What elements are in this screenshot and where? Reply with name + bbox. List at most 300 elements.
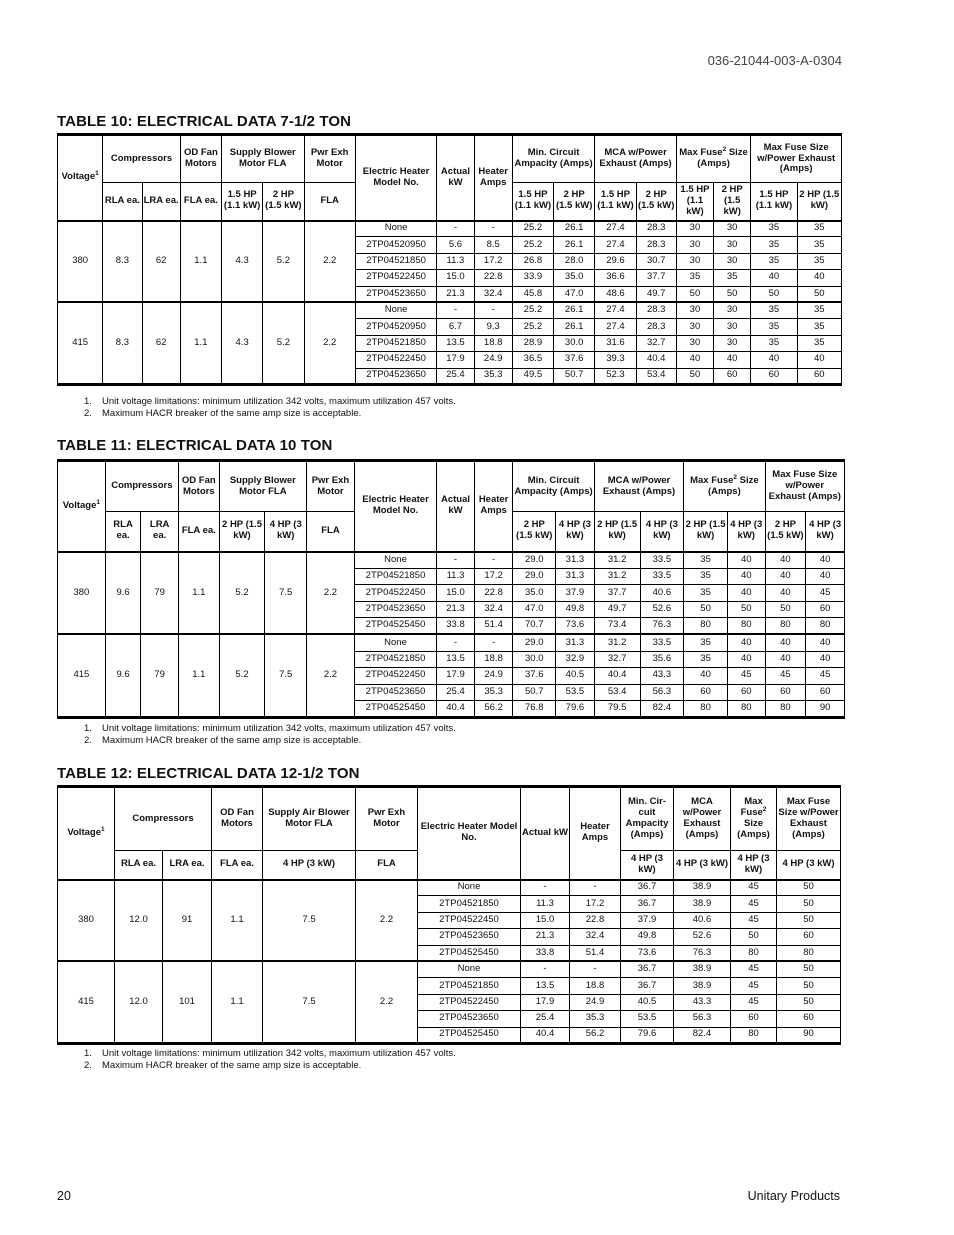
max-fuse-pwr-cell: 40 [806,634,845,651]
max-fuse-cell: 45 [731,896,777,912]
heater-amps-cell: - [474,302,512,318]
heater-amps-cell: - [570,961,621,977]
voltage-header: Voltage$^1$ [58,787,115,880]
supply-blower-fla-cell: 7.5 [263,880,356,962]
actual-kw-cell: 21.3 [437,601,475,618]
sub-header: 4 HP (3 kW) [727,512,765,552]
supply-blower-fla-cell: 7.5 [263,961,356,1043]
mca-pwr-cell: 33.5 [640,634,684,651]
sub-header: 4 HP (3 kW) [777,851,841,880]
mca-pwr-cell: 53.4 [594,684,640,701]
actual-kw-cell: 21.3 [437,286,474,302]
mca-pwr-cell: 56.3 [674,1011,731,1027]
mca-cell: 25.2 [512,319,553,335]
supply-blower-fla-cell: 4.3 [222,221,263,303]
compressors-header: Compressors [115,787,212,851]
fla-header: FLA ea. [180,183,221,221]
max-fuse-cell: 80 [684,701,728,718]
rla-header: RLA ea. [103,183,142,221]
mca-pwr-cell: 31.2 [594,552,640,569]
mca-cell: 49.8 [556,601,595,618]
sub-header: 1.5 HP (1.1 kW) [595,183,636,221]
heater-amps-header: Heater Amps [570,787,621,880]
supply-hp-header: 4 HP (3 kW) [263,851,356,880]
mca-pwr-cell: 40.4 [636,352,676,368]
mca-cell: 79.6 [621,1027,674,1043]
actual-kw-cell: 33.8 [437,618,475,635]
rla-cell: 12.0 [115,880,163,962]
mca-cell: 36.5 [512,352,553,368]
actual-kw-cell: 25.4 [437,684,475,701]
mca-pwr-cell: 56.3 [640,684,684,701]
supply-blower-fla-cell: 4.3 [222,302,263,384]
heater-model-cell: 2TP04523650 [355,368,437,384]
mca-cell: 26.1 [554,319,595,335]
mca-cell: 25.2 [512,237,553,253]
pwr-exh-fla-cell: 2.2 [304,302,355,384]
table-11-title: TABLE 11: ELECTRICAL DATA 10 TON [57,437,333,454]
max-fuse-pwr-cell: 40 [765,634,806,651]
lra-header: LRA ea. [163,851,212,880]
max-fuse-cell: 60 [727,684,765,701]
max-fuse-cell: 50 [731,929,777,945]
actual-kw-cell: 15.0 [521,912,570,928]
max-fuse-cell: 40 [727,568,765,585]
actual-kw-cell: - [437,302,474,318]
max-fuse-cell: 30 [714,335,751,351]
max-fuse-pwr-cell: 50 [777,961,841,977]
supply-blower-header: Supply Blower Motor FLA [219,461,306,512]
supply-hp-a-header: 1.5 HP (1.1 kW) [222,183,263,221]
heater-amps-cell: 35.3 [474,684,513,701]
voltage-cell: 380 [58,880,115,962]
footnote: 2. Maximum HACR breaker of the same amp size is acceptable. [84,408,362,419]
mca-pwr-cell: 33.5 [640,552,684,569]
heater-model-cell: 2TP04522450 [354,668,436,685]
mca-cell: 32.9 [556,651,595,668]
actual-kw-cell: - [437,221,474,237]
od-fan-header: OD Fan Motors [212,787,263,851]
actual-kw-cell: - [437,552,475,569]
heater-amps-header: Heater Amps [474,461,513,552]
max-fuse-pwr-cell: 40 [797,270,841,286]
max-fuse-cell: 80 [727,618,765,635]
max-fuse-cell: 45 [731,961,777,977]
max-fuse-cell: 50 [727,601,765,618]
max-fuse-header: Max Fuse$^2$ Size (Amps) [676,135,750,183]
heater-amps-cell: 32.4 [474,601,513,618]
actual-kw-cell: 15.0 [437,585,475,602]
max-fuse-pwr-cell: 80 [806,618,845,635]
heater-amps-cell: 18.8 [474,335,512,351]
sub-header: 4 HP (3 kW) [640,512,684,552]
footer-brand: Unitary Products [747,1189,840,1203]
max-fuse-cell: 80 [731,945,777,961]
pwr-exh-fla-header: FLA [304,183,355,221]
max-fuse-cell: 45 [727,668,765,685]
sub-header: 2 HP (1.5 kW) [797,183,841,221]
table-row [58,880,841,896]
max-fuse-pwr-cell: 45 [806,668,845,685]
supply-hp-b-header: 4 HP (3 kW) [265,512,307,552]
actual-kw-cell: 13.5 [437,651,475,668]
max-fuse-pwr-cell: 40 [765,585,806,602]
max-fuse-cell: 30 [714,221,751,237]
max-fuse-cell: 30 [714,253,751,269]
mca-cell: 37.9 [556,585,595,602]
max-fuse-pwr-cell: 50 [777,912,841,928]
max-fuse-power-exhaust-header: Max Fuse Size w/Power Exhaust (Amps) [751,135,842,183]
heater-model-cell: 2TP04522450 [354,585,436,602]
mca-pwr-cell: 38.9 [674,880,731,896]
mca-cell: 26.1 [554,221,595,237]
mca-pwr-cell: 40.4 [594,668,640,685]
heater-amps-cell: 24.9 [474,668,513,685]
mca-pwr-cell: 37.7 [594,585,640,602]
mca-pwr-cell: 52.6 [674,929,731,945]
footnote: 1. Unit voltage limitations: minimum utilization 342 volts, maximum utilization 457 volts. [84,723,456,734]
heater-model-cell: 2TP04520950 [355,237,437,253]
max-fuse-pwr-cell: 45 [765,668,806,685]
lra-cell: 91 [163,880,212,962]
mca-cell: 50.7 [513,684,556,701]
heater-model-cell: 2TP04521850 [418,896,521,912]
mca-cell: 37.6 [554,352,595,368]
mca-cell: 47.0 [554,286,595,302]
od-fan-fla-cell: 1.1 [178,552,219,635]
mca-power-exhaust-header: MCA w/Power Exhaust (Amps) [594,461,683,512]
actual-kw-cell: 13.5 [437,335,474,351]
rla-cell: 8.3 [103,221,142,303]
max-fuse-cell: 40 [684,668,728,685]
actual-kw-cell: - [521,880,570,896]
voltage-header: Voltage$^1$ [58,135,103,221]
mca-cell: 36.7 [621,880,674,896]
heater-model-cell: 2TP04523650 [418,929,521,945]
mca-pwr-cell: 28.3 [636,319,676,335]
table-10-title: TABLE 10: ELECTRICAL DATA 7-1/2 TON [57,113,352,130]
max-fuse-cell: 35 [684,651,728,668]
footnote: 2. Maximum HACR breaker of the same amp size is acceptable. [84,1060,362,1071]
mca-header: Min. Circuit Ampacity (Amps) [512,135,595,183]
actual-kw-cell: 40.4 [521,1027,570,1043]
supply-blower-fla-cell: 5.2 [219,552,265,635]
compressors-header: Compressors [105,461,178,512]
actual-kw-cell: 6.7 [437,319,474,335]
mca-pwr-cell: 49.7 [594,601,640,618]
actual-kw-cell: 17.9 [437,352,474,368]
supply-blower-fla-cell: 5.2 [263,221,304,303]
mca-pwr-cell: 33.5 [640,568,684,585]
max-fuse-pwr-cell: 80 [765,618,806,635]
max-fuse-cell: 50 [676,368,713,384]
actual-kw-cell: 33.8 [521,945,570,961]
fla-header: FLA ea. [212,851,263,880]
mca-cell: 37.6 [513,668,556,685]
heater-model-cell: 2TP04522450 [355,352,437,368]
actual-kw-header: Actual kW [437,461,475,552]
od-fan-fla-cell: 1.1 [180,302,221,384]
mca-pwr-cell: 37.7 [636,270,676,286]
heater-amps-cell: 56.2 [474,701,513,718]
max-fuse-pwr-cell: 50 [765,601,806,618]
mca-cell: 29.0 [513,552,556,569]
voltage-cell: 415 [58,302,103,384]
table-row [58,221,842,237]
mca-cell: 31.3 [556,552,595,569]
heater-amps-cell: 17.2 [474,568,513,585]
mca-pwr-cell: 27.4 [595,237,636,253]
mca-pwr-cell: 52.6 [640,601,684,618]
mca-pwr-cell: 32.7 [594,651,640,668]
max-fuse-cell: 35 [676,270,713,286]
mca-pwr-cell: 28.3 [636,237,676,253]
heater-amps-cell: 9.3 [474,319,512,335]
sub-header: 1.5 HP (1.1 kW) [751,183,797,221]
mca-cell: 37.9 [621,912,674,928]
voltage-cell: 380 [58,552,106,635]
max-fuse-pwr-cell: 60 [765,684,806,701]
pwr-exh-fla-header: FLA [307,512,355,552]
lra-cell: 62 [142,302,180,384]
heater-model-cell: 2TP04525450 [418,945,521,961]
od-fan-fla-cell: 1.1 [178,634,219,717]
mca-pwr-cell: 35.6 [640,651,684,668]
mca-cell: 28.0 [554,253,595,269]
max-fuse-pwr-cell: 60 [797,368,841,384]
od-fan-fla-cell: 1.1 [212,880,263,962]
max-fuse-header: Max Fuse$^2$ Size (Amps) [684,461,765,512]
rla-cell: 9.6 [105,634,141,717]
od-fan-fla-cell: 1.1 [212,961,263,1043]
sub-header: 1.5 HP (1.1 kW) [512,183,553,221]
max-fuse-pwr-cell: 35 [797,221,841,237]
supply-blower-fla-cell: 5.2 [263,302,304,384]
sub-header: 2 HP (1.5 kW) [554,183,595,221]
mca-pwr-cell: 38.9 [674,978,731,994]
max-fuse-pwr-cell: 40 [806,568,845,585]
max-fuse-pwr-cell: 40 [751,270,797,286]
max-fuse-cell: 60 [731,1011,777,1027]
mca-pwr-cell: 27.4 [595,319,636,335]
pwr-exh-fla-cell: 2.2 [307,552,355,635]
mca-cell: 50.7 [554,368,595,384]
heater-amps-cell: - [474,221,512,237]
heater-amps-cell: 22.8 [474,585,513,602]
electrical-data-table-11 [57,459,845,719]
heater-model-header: Electric Heater Model No. [355,135,437,221]
max-fuse-pwr-cell: 90 [777,1027,841,1043]
max-fuse-cell: 40 [676,352,713,368]
max-fuse-cell: 45 [731,880,777,896]
compressors-header: Compressors [103,135,180,183]
mca-header: Min. Circuit Ampacity (Amps) [513,461,594,512]
mca-cell: 40.5 [556,668,595,685]
max-fuse-pwr-cell: 35 [751,221,797,237]
heater-amps-cell: 22.8 [570,912,621,928]
mca-pwr-cell: 30.7 [636,253,676,269]
mca-cell: 36.7 [621,978,674,994]
mca-cell: 28.9 [512,335,553,351]
rla-cell: 8.3 [103,302,142,384]
mca-power-exhaust-header: MCA w/Power Exhaust (Amps) [674,787,731,851]
max-fuse-pwr-cell: 60 [806,601,845,618]
lra-cell: 79 [141,552,179,635]
max-fuse-cell: 45 [731,978,777,994]
actual-kw-header: Actual kW [437,135,474,221]
mca-pwr-cell: 76.3 [674,945,731,961]
max-fuse-pwr-cell: 40 [765,568,806,585]
mca-cell: 53.5 [556,684,595,701]
heater-amps-cell: 18.8 [570,978,621,994]
mca-pwr-cell: 40.6 [674,912,731,928]
footnote: 2. Maximum HACR breaker of the same amp size is acceptable. [84,735,362,746]
max-fuse-cell: 30 [676,302,713,318]
pwr-exh-fla-cell: 2.2 [356,880,418,962]
max-fuse-pwr-cell: 35 [751,237,797,253]
actual-kw-cell: 17.9 [437,668,475,685]
footnote: 1. Unit voltage limitations: minimum utilization 342 volts, maximum utilization 457 volts. [84,396,456,407]
max-fuse-pwr-cell: 35 [751,253,797,269]
heater-model-cell: 2TP04522450 [355,270,437,286]
heater-model-cell: 2TP04523650 [354,684,436,701]
mca-cell: 36.7 [621,896,674,912]
heater-amps-cell: 17.2 [474,253,512,269]
mca-pwr-cell: 38.9 [674,896,731,912]
table-10-notes [84,396,456,420]
mca-pwr-cell: 32.7 [636,335,676,351]
mca-cell: 36.7 [621,961,674,977]
lra-header: LRA ea. [141,512,179,552]
mca-pwr-cell: 52.3 [595,368,636,384]
max-fuse-pwr-cell: 60 [806,684,845,701]
pwr-exh-header: Pwr Exh Motor [356,787,418,851]
heater-amps-cell: 51.4 [474,618,513,635]
max-fuse-cell: 30 [676,237,713,253]
max-fuse-pwr-cell: 40 [806,552,845,569]
mca-cell: 73.6 [621,945,674,961]
od-fan-header: OD Fan Motors [178,461,219,512]
max-fuse-cell: 45 [731,912,777,928]
max-fuse-cell: 50 [684,601,728,618]
heater-model-cell: 2TP04525450 [354,701,436,718]
sub-header: 2 HP (1.5 kW) [594,512,640,552]
pwr-exh-header: Pwr Exh Motor [304,135,355,183]
actual-kw-cell: 25.4 [437,368,474,384]
max-fuse-pwr-cell: 35 [751,335,797,351]
heater-amps-cell: 22.8 [474,270,512,286]
lra-cell: 79 [141,634,179,717]
max-fuse-cell: 40 [727,651,765,668]
max-fuse-pwr-cell: 50 [777,880,841,896]
max-fuse-cell: 30 [676,221,713,237]
heater-model-cell: 2TP04522450 [418,994,521,1010]
voltage-cell: 380 [58,221,103,303]
mca-pwr-cell: 31.2 [594,568,640,585]
rla-cell: 9.6 [105,552,141,635]
rla-header: RLA ea. [105,512,141,552]
max-fuse-pwr-cell: 90 [806,701,845,718]
actual-kw-cell: - [437,634,475,651]
mca-cell: 47.0 [513,601,556,618]
sub-header: 2 HP (1.5 kW) [684,512,728,552]
max-fuse-cell: 40 [714,352,751,368]
mca-pwr-cell: 36.6 [595,270,636,286]
max-fuse-cell: 35 [684,568,728,585]
heater-model-cell: 2TP04521850 [354,651,436,668]
mca-pwr-cell: 79.5 [594,701,640,718]
max-fuse-cell: 30 [714,237,751,253]
max-fuse-pwr-cell: 40 [765,552,806,569]
max-fuse-pwr-cell: 35 [797,302,841,318]
mca-pwr-cell: 27.4 [595,302,636,318]
heater-amps-cell: 51.4 [570,945,621,961]
max-fuse-cell: 30 [714,319,751,335]
max-fuse-pwr-cell: 60 [777,929,841,945]
max-fuse-pwr-cell: 35 [751,319,797,335]
max-fuse-pwr-cell: 35 [797,335,841,351]
mca-cell: 70.7 [513,618,556,635]
mca-pwr-cell: 28.3 [636,302,676,318]
heater-amps-cell: - [474,634,513,651]
mca-cell: 45.8 [512,286,553,302]
mca-power-exhaust-header: MCA w/Power Exhaust (Amps) [595,135,677,183]
actual-kw-cell: 11.3 [437,568,475,585]
max-fuse-pwr-cell: 60 [777,1011,841,1027]
heater-amps-cell: 32.4 [474,286,512,302]
pwr-exh-fla-header: FLA [356,851,418,880]
mca-cell: 49.8 [621,929,674,945]
actual-kw-cell: 15.0 [437,270,474,286]
heater-model-cell: None [354,552,436,569]
max-fuse-pwr-cell: 35 [797,319,841,335]
mca-pwr-cell: 53.4 [636,368,676,384]
voltage-cell: 415 [58,961,115,1043]
heater-model-cell: None [355,302,437,318]
supply-blower-fla-cell: 5.2 [219,634,265,717]
pwr-exh-fla-cell: 2.2 [356,961,418,1043]
mca-header: Min. Cir- cuit Ampacity (Amps) [621,787,674,851]
supply-blower-header: Supply Blower Motor FLA [222,135,305,183]
actual-kw-cell: 11.3 [437,253,474,269]
max-fuse-cell: 80 [684,618,728,635]
heater-model-cell: None [354,634,436,651]
mca-pwr-cell: 28.3 [636,221,676,237]
lra-header: LRA ea. [142,183,180,221]
supply-blower-header: Supply Air Blower Motor FLA [263,787,356,851]
mca-cell: 25.2 [512,221,553,237]
max-fuse-cell: 30 [676,319,713,335]
mca-cell: 29.0 [513,568,556,585]
heater-model-cell: None [418,961,521,977]
mca-cell: 35.0 [554,270,595,286]
max-fuse-pwr-cell: 35 [751,302,797,318]
heater-model-header: Electric Heater Model No. [418,787,521,880]
actual-kw-cell: 17.9 [521,994,570,1010]
max-fuse-pwr-cell: 40 [751,352,797,368]
max-fuse-cell: 35 [684,585,728,602]
max-fuse-cell: 80 [727,701,765,718]
heater-model-cell: 2TP04525450 [418,1027,521,1043]
mca-cell: 76.8 [513,701,556,718]
mca-pwr-cell: 49.7 [636,286,676,302]
supply-hp-a-header: 2 HP (1.5 kW) [219,512,265,552]
max-fuse-cell: 40 [727,552,765,569]
heater-amps-header: Heater Amps [474,135,512,221]
rla-cell: 12.0 [115,961,163,1043]
supply-blower-fla-cell: 7.5 [265,634,307,717]
max-fuse-pwr-cell: 80 [765,701,806,718]
